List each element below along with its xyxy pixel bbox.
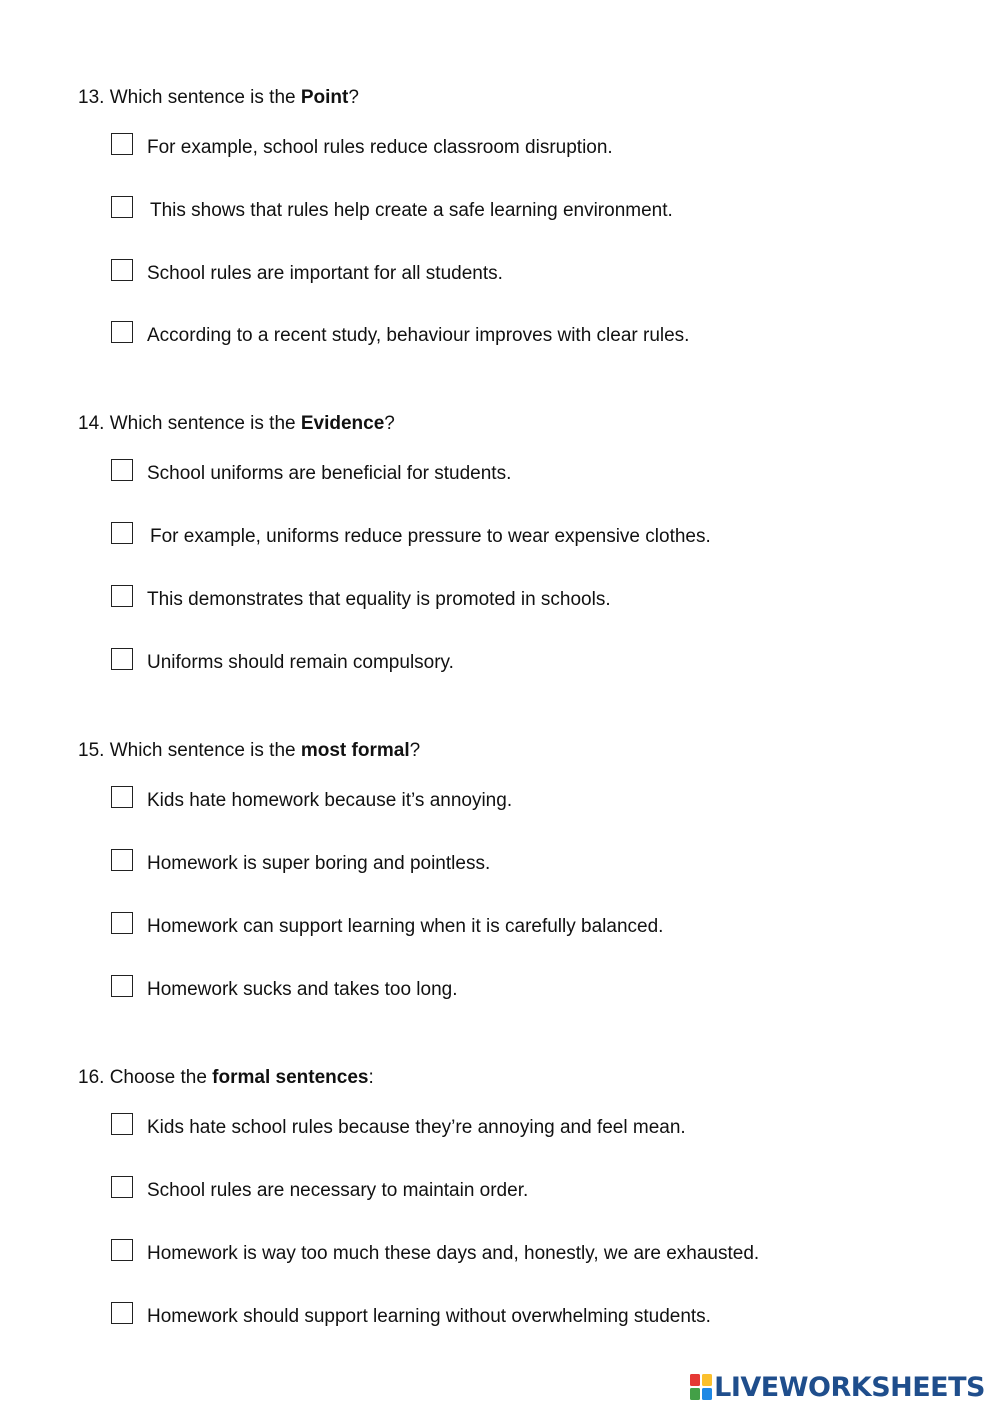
question-keyword: formal sentences xyxy=(212,1067,369,1088)
question-prefix: Choose the xyxy=(109,1067,207,1088)
checkbox[interactable] xyxy=(111,648,133,670)
option-text: Homework is way too much these days and, honestly, we are exhausted. xyxy=(147,1243,760,1264)
question-14 xyxy=(78,413,395,435)
option-text: This demonstrates that equality is promoted in schools. xyxy=(147,589,611,610)
checkbox[interactable] xyxy=(111,975,133,997)
liveworksheets-logo xyxy=(690,1371,985,1403)
option-text: For example, school rules reduce classroom disruption. xyxy=(147,137,613,158)
question-number: 15. xyxy=(78,740,105,761)
option-text: School rules are necessary to maintain order. xyxy=(147,1180,529,1201)
question-suffix: ? xyxy=(348,87,359,108)
question-suffix: : xyxy=(368,1067,374,1088)
question-suffix: ? xyxy=(409,740,421,761)
question-prefix: Which sentence is the xyxy=(109,740,296,761)
option-text: Homework can support learning when it is carefully balanced. xyxy=(147,916,664,937)
checkbox[interactable] xyxy=(111,459,133,481)
question-16 xyxy=(78,1067,374,1089)
option-text: School rules are important for all students. xyxy=(147,263,503,284)
question-prefix: Which sentence is the xyxy=(109,413,296,434)
checkbox[interactable] xyxy=(111,321,133,343)
question-15 xyxy=(78,740,420,762)
checkbox[interactable] xyxy=(111,259,133,281)
question-number: 16. xyxy=(78,1067,105,1088)
option-text: Homework should support learning without overwhelming students. xyxy=(147,1306,711,1327)
checkbox[interactable] xyxy=(111,912,133,934)
question-13 xyxy=(78,87,359,109)
option-text: Uniforms should remain compulsory. xyxy=(147,652,454,673)
option-text: Kids hate homework because it’s annoying. xyxy=(147,790,513,811)
question-prefix: Which sentence is the xyxy=(109,87,296,108)
checkbox[interactable] xyxy=(111,1239,133,1261)
option-text: This shows that rules help create a safe learning environment. xyxy=(150,200,673,221)
question-number: 13. xyxy=(78,87,105,108)
question-number: 14. xyxy=(78,413,105,434)
question-suffix: ? xyxy=(384,413,395,434)
checkbox[interactable] xyxy=(111,1113,133,1135)
checkbox[interactable] xyxy=(111,585,133,607)
option-text: For example, uniforms reduce pressure to wear expensive clothes. xyxy=(150,526,711,547)
checkbox[interactable] xyxy=(111,849,133,871)
option-text: Kids hate school rules because they’re annoying and feel mean. xyxy=(147,1117,686,1138)
checkbox[interactable] xyxy=(111,1302,133,1324)
liveworksheets-logo-icon xyxy=(690,1374,712,1400)
checkbox[interactable] xyxy=(111,196,133,218)
question-keyword: most formal xyxy=(300,740,410,761)
checkbox[interactable] xyxy=(111,133,133,155)
option-text: Homework is super boring and pointless. xyxy=(147,853,491,874)
logo-text: LIVEWORKSHEETS xyxy=(714,1371,985,1403)
option-text: Homework sucks and takes too long. xyxy=(147,979,458,1000)
option-text: According to a recent study, behaviour improves with clear rules. xyxy=(147,325,690,346)
checkbox[interactable] xyxy=(111,522,133,544)
checkbox[interactable] xyxy=(111,786,133,808)
option-text: School uniforms are beneficial for students. xyxy=(147,463,512,484)
checkbox[interactable] xyxy=(111,1176,133,1198)
question-keyword: Evidence xyxy=(300,413,385,434)
question-keyword: Point xyxy=(300,87,349,108)
